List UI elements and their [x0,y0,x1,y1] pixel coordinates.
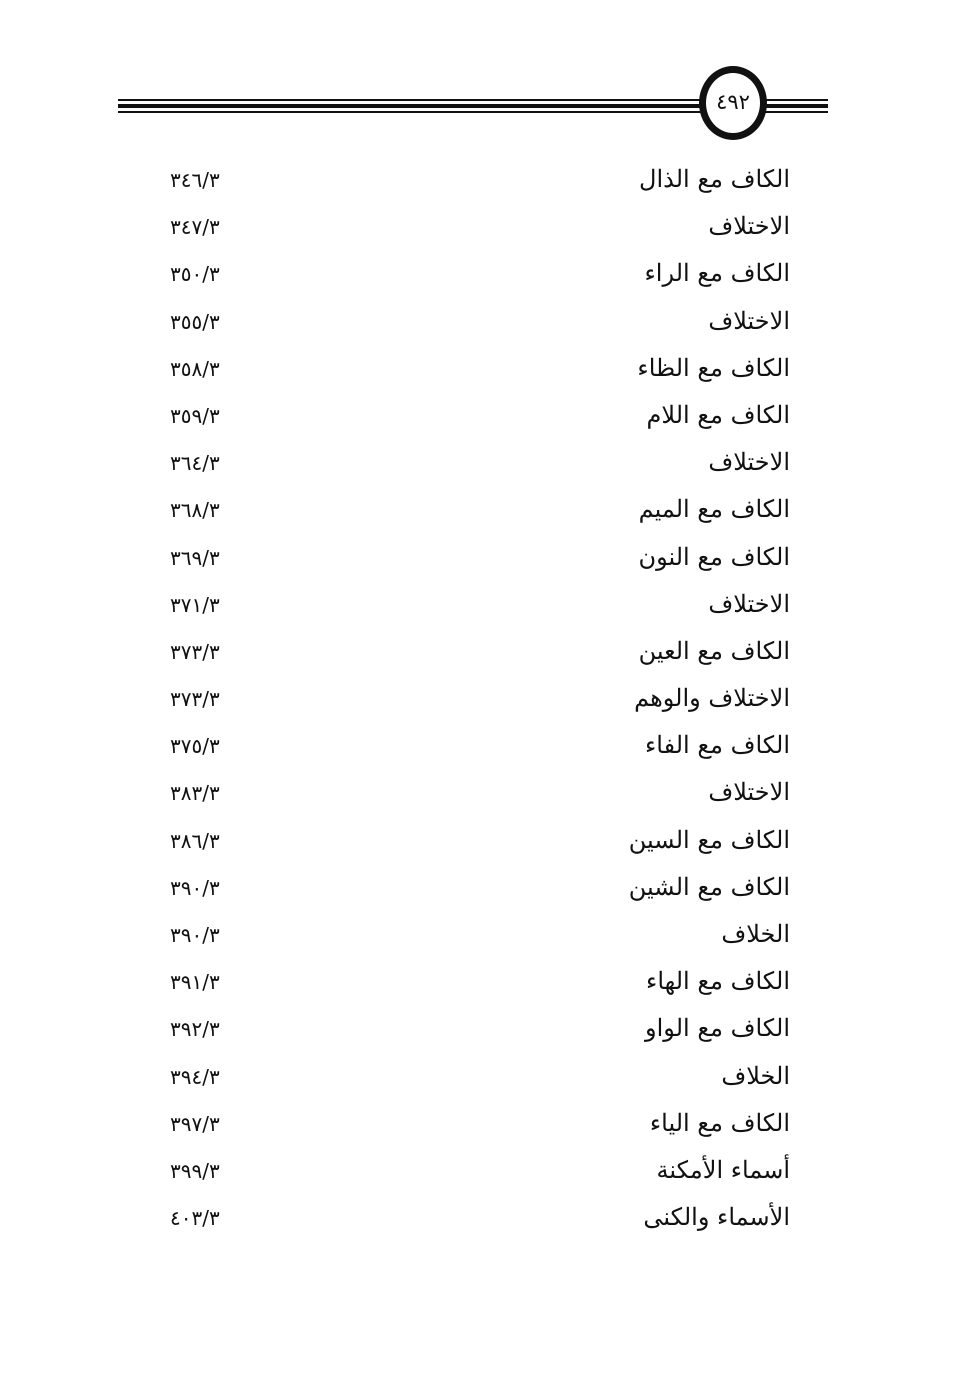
toc-entry-page-ref: ٣٩١/٣ [170,970,220,995]
toc-entry-page-ref: ٣٩٧/٣ [170,1111,220,1136]
toc-entry [160,533,800,580]
toc-entry [160,438,800,485]
toc-entry-title: الكاف مع الشين [628,872,790,901]
toc-entry-page-ref: ٣٧٣/٣ [170,639,220,664]
page-number-badge [699,66,767,140]
toc-entry [160,627,800,674]
page-number: ٤٩٢ [716,89,750,114]
toc-entry-title: الكاف مع الظاء [637,353,790,382]
toc-entry-page-ref: ٣٨٣/٣ [170,781,220,806]
toc-entry-title: الاختلاف [708,589,790,618]
toc-entry [160,1193,800,1240]
toc-entry-title: الاختلاف [708,212,790,241]
toc-entry-page-ref: ٣٩٢/٣ [170,1017,220,1042]
toc-entry-title: الكاف مع النون [638,542,790,571]
toc-entry [160,344,800,391]
toc-entry-title: أسماء الأمكنة [656,1155,790,1184]
toc-entry-title: الكاف مع الراء [644,259,790,288]
toc-entry-title: الخلاف [721,920,790,948]
toc-entry [160,768,800,815]
toc-entry-title: الكاف مع الذال [639,165,790,193]
toc-entry-title: الاختلاف [708,306,790,335]
toc-entry [160,1099,800,1146]
toc-entry-title: الكاف مع الهاء [646,967,790,996]
toc-entry-title: الكاف مع اللام [646,400,790,429]
toc-entry-title: الاختلاف والوهم [634,684,790,713]
toc-entry [160,202,800,249]
toc-entry [160,1052,800,1099]
toc-entry-page-ref: ٣٦٩/٣ [170,545,220,570]
toc-entry [160,957,800,1004]
toc-entry-title: الكاف مع السين [628,825,790,854]
toc-entry-title: الكاف مع الواو [645,1014,790,1043]
toc-entry-page-ref: ٣٨٦/٣ [170,828,220,853]
toc-entry [160,816,800,863]
toc-entry-page-ref: ٣٥٥/٣ [170,309,220,334]
toc-entry [160,391,800,438]
toc-entry [160,1146,800,1193]
toc-entry-title: الكاف مع الياء [649,1108,790,1137]
toc-entry-page-ref: ٣٦٤/٣ [170,451,220,476]
toc-entry [160,1004,800,1051]
toc-entry-title: الكاف مع الميم [638,495,790,524]
toc-entry-title: الخلاف [721,1061,790,1090]
toc-entry-page-ref: ٣٧١/٣ [170,592,220,617]
toc-entry-page-ref: ٣٩٤/٣ [170,1064,220,1089]
toc-entry-page-ref: ٣٩٩/٣ [170,1158,220,1183]
toc-entry-page-ref: ٣٥٠/٣ [170,262,220,287]
page-header [0,0,955,150]
toc-entry [160,249,800,296]
toc-entry-page-ref: ٣٥٨/٣ [170,356,220,381]
toc-entry-page-ref: ٣٥٩/٣ [170,403,220,428]
toc-entry-title: الكاف مع العين [638,636,790,665]
toc-entry [160,863,800,910]
toc-entry-page-ref: ٣٩٠/٣ [170,875,220,900]
table-of-contents [160,155,800,1240]
toc-entry-page-ref: ٤٠٣/٣ [170,1206,220,1231]
toc-entry-title: الاختلاف [708,778,790,807]
toc-entry [160,910,800,957]
toc-entry-page-ref: ٣٧٥/٣ [170,734,220,759]
toc-entry [160,297,800,344]
toc-entry-page-ref: ٣٤٦/٣ [170,168,220,192]
toc-entry-page-ref: ٣٧٣/٣ [170,687,220,712]
toc-entry [160,155,800,202]
toc-entry-page-ref: ٣٦٨/٣ [170,498,220,523]
toc-entry [160,580,800,627]
toc-entry-title: الاختلاف [708,448,790,477]
toc-entry [160,721,800,768]
toc-entry [160,485,800,532]
toc-entry-title: الأسماء والكنى [643,1203,790,1232]
toc-entry-page-ref: ٣٩٠/٣ [170,923,220,947]
toc-entry [160,674,800,721]
toc-entry-page-ref: ٣٤٧/٣ [170,215,220,240]
toc-entry-title: الكاف مع الفاء [644,731,790,760]
